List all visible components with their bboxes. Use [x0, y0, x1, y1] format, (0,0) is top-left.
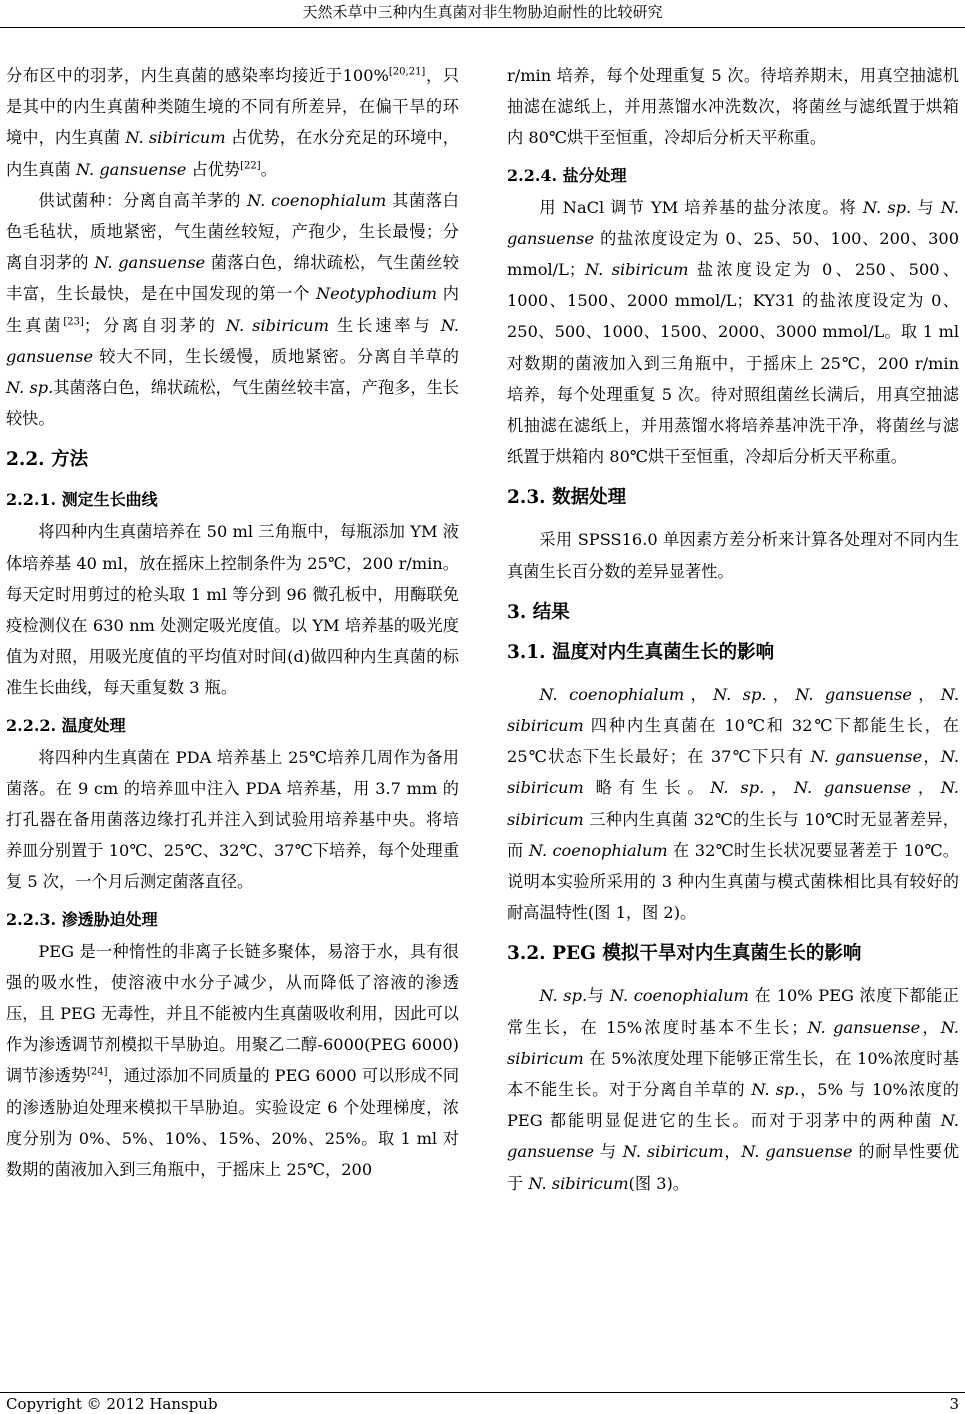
page-number: 3 [949, 1395, 959, 1413]
copyright-text: Copyright © 2012 Hanspub [6, 1395, 218, 1413]
paragraph: N. coenophialum，N. sp.，N. gansuense，N. sibiricum 四种内生真菌在 10℃和 32℃下都能生长，在 25℃状态下生长最好；在 37℃下只有 N. gansuense，N. sibiricum 略有生长。N. sp.，N. gansuense，N. sibiricum 三种内生真菌 32℃的生长与 10℃时无显著差异，而 N. coenophialum 在 32℃时生长状况要显著差于 10℃。说明本实验所采用的 3 种内生真菌与模式菌株相比具有较好的耐高温特性(图 1，图 2)。 [507, 684, 960, 923]
paragraph: 将四种内生真菌在 PDA 培养基上 25℃培养几周作为备用菌落。在 9 cm 的培养皿中注入 PDA 培养基，用 3.7 mm 的打孔器在备用菌落边缘打孔并注入到试验用培养基中央。将培养皿分别置于 10℃、25℃、32℃、37℃下培养，每个处理重复 5 次，一个月后测定菌落直径。 [6, 747, 459, 892]
footer-rule [0, 1392, 965, 1393]
section-heading: 3.1. 温度对内生真菌生长的影响 [507, 641, 775, 663]
subsection-heading: 2.2.1. 测定生长曲线 [6, 490, 158, 510]
paragraph: 用 NaCl 调节 YM 培养基的盐分浓度。将 N. sp. 与 N. gansuense 的盐浓度设定为 0、25、50、100、200、300 mmol/L；N. sibiricum 盐浓度设定为 0、250、500、1000、1500、2000 mmol/L；KY31 的盐浓度设定为 0、250、500、1000、1500、2000、3000 mmol/L。取 1 ml 对数期的菌液加入到三角瓶中，于摇床上 25℃，200 r/min 培养，每个处理重复 5 次。待对照组菌丝长满后，用真空抽滤机抽滤在滤纸上，并用蒸馏水将培养基冲洗干净，将菌丝与滤纸置于烘箱内 80℃烘干至恒重，冷却后分析天平称重。 [507, 197, 960, 467]
left-column [6, 60, 459, 1185]
subsection-heading: 2.2.3. 渗透胁迫处理 [6, 909, 158, 929]
section-heading: 2.2. 方法 [6, 449, 89, 471]
section-heading: 3. 结果 [507, 601, 570, 623]
citation: [23] [63, 316, 84, 328]
paragraph: PEG 是一种惰性的非离子长链多聚体，易溶于水，具有很强的吸水性，使溶液中水分子减少，从而降低了溶液的渗透压，且 PEG 无毒性，并且不能被内生真菌吸收利用，因此可以作为渗透调节剂模拟干旱胁迫。用聚乙二醇-6000(PEG 6000)调节渗透势[24]，通过添加不同质量的 PEG 6000 可以形成不同的渗透胁迫处理来模拟干旱胁迫。实验设定 6 个处理梯度，浓度分别为 0%、5%、10%、15%、20%、25%。取 1 ml 对数期的菌液加入到三角瓶中，于摇床上 25℃，200 [6, 941, 459, 1180]
citation: [24] [87, 1067, 108, 1079]
section-heading: 3.2. PEG 模拟干旱对内生真菌生长的影响 [507, 943, 862, 965]
paragraph: 采用 SPSS16.0 单因素方差分析来计算各处理对不同内生真菌生长百分数的差异显著性。 [507, 530, 959, 581]
subsection-heading: 2.2.4. 盐分处理 [507, 165, 627, 185]
header-rule [0, 27, 965, 28]
paragraph: 分布区中的羽茅，内生真菌的感染率均接近于100%[20,21]，只是其中的内生真菌种类随生境的不同有所差异，在偏干旱的环境中，内生真菌 N. sibiricum 占优势，在水分充足的环境中，内生真菌 N. gansuense 占优势[22]。 [6, 66, 460, 179]
subsection-heading: 2.2.2. 温度处理 [6, 715, 126, 735]
running-header: 天然禾草中三种内生真菌对非生物胁迫耐性的比较研究 [302, 3, 663, 21]
citation: [20,21] [388, 66, 426, 78]
paragraph: N. sp.与 N. coenophialum 在 10% PEG 浓度下都能正常生长，在 15%浓度时基本不生长；N. gansuense，N. sibiricum 在 5%浓度处理下能够正常生长，在 10%浓度时基本不能生长。对于分离自羊草的 N. sp.，5% 与 10%浓度的 PEG 都能明显促进它的生长。而对于羽茅中的两种菌 N. gansuense 与 N. sibiricum，N. gansuense 的耐旱性要优于 N. sibiricum(图 3)。 [507, 986, 960, 1193]
section-heading: 2.3. 数据处理 [507, 487, 627, 509]
paragraph: r/min 培养，每个处理重复 5 次。待培养期末，用真空抽滤机抽滤在滤纸上，并用蒸馏水冲洗数次，将菌丝与滤纸置于烘箱内 80℃烘干至恒重，冷却后分析天平称重。 [507, 66, 959, 148]
paragraph: 供试菌种：分离自高羊茅的 N. coenophialum 其菌落白色毛毡状，质地紧密，气生菌丝较短，产孢少，生长最慢；分离自羽茅的 N. gansuense 菌落白色，绵状疏松，气生菌丝较丰富，生长最快，是在中国发现的第一个 Neotyphodium 内生真菌[23]；分离自羽茅的 N. sibiricum 生长速率与 N. gansuense 较大不同，生长缓慢，质地紧密。分离自羊草的 N. sp.其菌落白色，绵状疏松，气生菌丝较丰富，产孢多，生长较快。 [6, 190, 460, 429]
citation: [22] [240, 160, 261, 172]
paragraph: 将四种内生真菌培养在 50 ml 三角瓶中，每瓶添加 YM 液体培养基 40 ml，放在摇床上控制条件为 25℃，200 r/min。每天定时用剪过的枪头取 1 ml 等分到 96 微孔板中，用酶联免疫检测仪在 630 nm 处测定吸光度值。以 YM 培养基的吸光度值为对照，用吸光度值的平均值对时间(d)做四种内生真菌的标准生长曲线，每天重复数 3 瓶。 [6, 522, 459, 698]
page-footer [0, 1394, 965, 1414]
right-column [507, 60, 959, 1199]
